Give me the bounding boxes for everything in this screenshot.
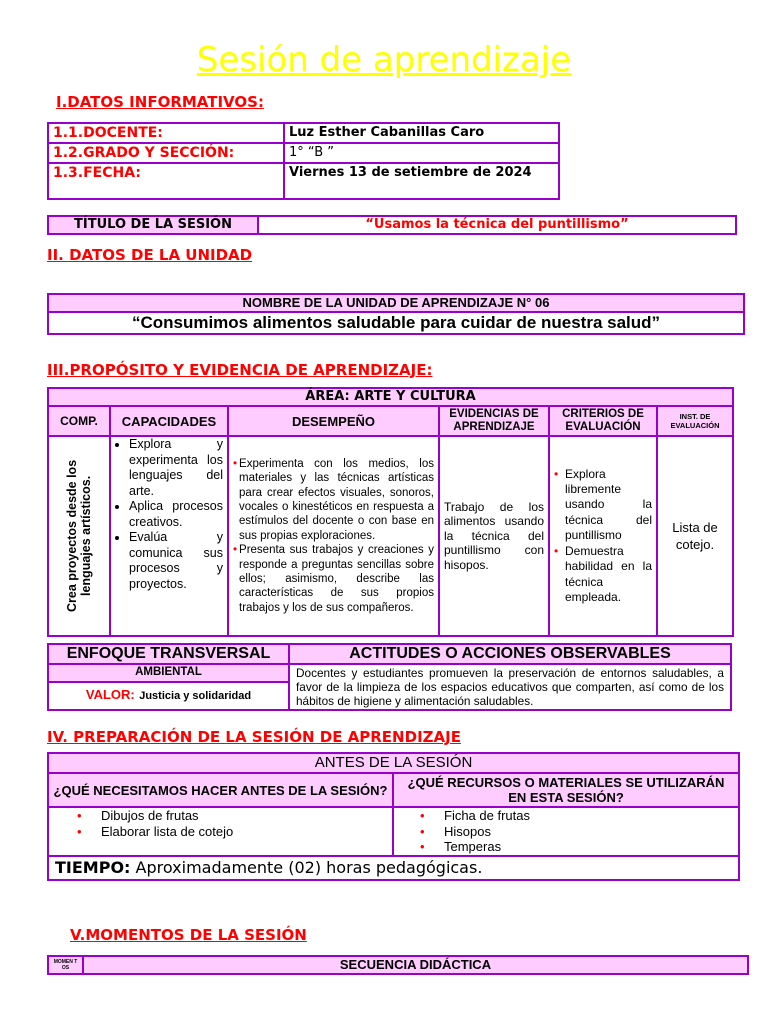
session-title-label: TÍTULO DE LA SESIÓN (48, 216, 258, 234)
document-title: Sesión de aprendizaje (196, 40, 572, 80)
capacidad-item: • Explora y experimenta los lenguajes del arte. (129, 437, 223, 499)
capacidad-item: • Aplica procesos creativos. (129, 499, 223, 530)
area-header: ÁREA: ARTE Y CULTURA (48, 388, 733, 406)
secuencia-header: SECUENCIA DIDÁCTICA (83, 956, 748, 974)
desempeno-header: DESEMPEÑO (228, 406, 439, 436)
bullet-icon: • (77, 808, 82, 823)
momentos-table (47, 955, 749, 975)
recurso-item: Hisopos (444, 823, 491, 839)
section-4-heading: IV. PREPARACIÓN DE LA SESIÓN DE APRENDIZAJE (47, 728, 461, 746)
bullet-icon: • (420, 823, 425, 839)
criterios-header: CRITERIOS DE EVALUACIÓN (549, 406, 657, 436)
session-title-value: “Usamos la técnica del puntillismo” (258, 216, 736, 234)
momentos-header: MOMEN TOS (48, 956, 83, 974)
section-1-heading: I.DATOS INFORMATIVOS: (56, 93, 264, 111)
docente-label: 1.1.DOCENTE: (48, 123, 284, 143)
proposito-table (47, 387, 734, 637)
bullet-icon: • (420, 808, 425, 823)
competencia-text: Crea proyectos desde los lenguajes artísticos. (65, 459, 93, 613)
inst-header: INST. DE EVALUACIÓN (657, 406, 733, 436)
section-2-heading: II. DATOS DE LA UNIDAD (47, 246, 253, 264)
recurso-item: Temperas (444, 839, 502, 854)
tiempo-value: Aproximadamente (02) horas pedagógicas. (135, 858, 483, 877)
actitudes-header: ACTITUDES O ACCIONES OBSERVABLES (289, 644, 731, 664)
criterios-cell (549, 436, 657, 636)
capacidades-cell (110, 436, 228, 636)
comp-header: COMP. (48, 406, 110, 436)
bullet-icon: • (233, 544, 238, 557)
enfoque-value: AMBIENTAL (49, 665, 288, 683)
bullet-icon: • (77, 823, 82, 839)
enfoque-table (47, 643, 732, 711)
datos-informativos-table (47, 122, 560, 200)
session-title-table (47, 215, 737, 235)
recurso-item: Ficha de frutas (444, 808, 530, 823)
desempeno-item: Experimenta con los medios, los materiales y las técnicas artísticas para crear efectos visuales, sonoros, vocales o kinestéticos en respuesta a estímulos del docente o con base en sus propias exploraciones. (239, 457, 434, 542)
evidencia-cell: Trabajo de los alimentos usando la técnica del puntillismo con hisopos. (439, 436, 549, 636)
criterio-item: Demuestra habilidad en la técnica empleada. (565, 543, 652, 604)
bullet-icon: • (554, 543, 559, 558)
valor-row (49, 683, 288, 707)
tiempo-cell (48, 856, 739, 880)
unit-label: NOMBRE DE LA UNIDAD DE APRENDIZAJE N° 06 (48, 294, 744, 312)
actitudes-cell: Docentes y estudiantes promueven la preservación de entornos saludables, a favor de la limpieza de los espacios educativos que comparten, así como de los hábitos de higiene y alimentación saludables. (289, 664, 731, 710)
hacer-cell (48, 807, 393, 856)
antes-header: ANTES DE LA SESIÓN (48, 753, 739, 773)
hacer-header: ¿QUÉ NECESITAMOS HACER ANTES DE LA SESIÓN? (48, 773, 393, 807)
recursos-cell (393, 807, 739, 856)
unidad-table (47, 293, 745, 335)
preparacion-table (47, 752, 740, 881)
capacidades-header: CAPACIDADES (110, 406, 228, 436)
bullet-icon: • (420, 839, 425, 854)
unit-name: “Consumimos alimentos saludable para cuidar de nuestra salud” (48, 312, 744, 334)
section-5-heading: V.MOMENTOS DE LA SESIÓN (70, 926, 307, 944)
bullet-icon: • (233, 457, 238, 470)
capacidad-item: • Evalúa y comunica sus procesos y proyectos. (129, 530, 223, 592)
instrumento-cell: Lista de cotejo. (657, 436, 733, 636)
recursos-header: ¿QUÉ RECURSOS O MATERIALES SE UTILIZARÁN EN ESTA SESIÓN? (393, 773, 739, 807)
docente-value: Luz Esther Cabanillas Caro (284, 123, 559, 143)
desempeno-item: Presenta sus trabajos y creaciones y responde a preguntas sencillas sobre ellos; asimismo, describe las características de sus propios trabajos y los de sus compañeros. (239, 544, 434, 614)
grado-label: 1.2.GRADO Y SECCIÓN: (48, 143, 284, 163)
tiempo-label: TIEMPO: (55, 858, 131, 877)
valor-label: VALOR: (85, 687, 135, 702)
criterio-item: Explora libremente usando la técnica del puntillismo (565, 466, 652, 543)
fecha-label: 1.3.FECHA: (48, 163, 284, 199)
valor-value: Justicia y solidaridad (139, 690, 252, 702)
section-3-heading: III.PROPÓSITO Y EVIDENCIA DE APRENDIZAJE: (47, 361, 433, 379)
hacer-item: Dibujos de frutas (101, 808, 199, 823)
hacer-item: Elaborar lista de cotejo (101, 823, 234, 839)
competencia-cell (48, 436, 110, 636)
grado-value: 1° “B ” (284, 143, 559, 163)
fecha-value: Viernes 13 de setiembre de 2024 (284, 163, 559, 199)
desempeno-cell (228, 436, 439, 636)
evidencias-header: EVIDENCIAS DE APRENDIZAJE (439, 406, 549, 436)
enfoque-cell (48, 664, 289, 710)
bullet-icon: • (554, 466, 559, 481)
enfoque-header: ENFOQUE TRANSVERSAL (48, 644, 289, 664)
